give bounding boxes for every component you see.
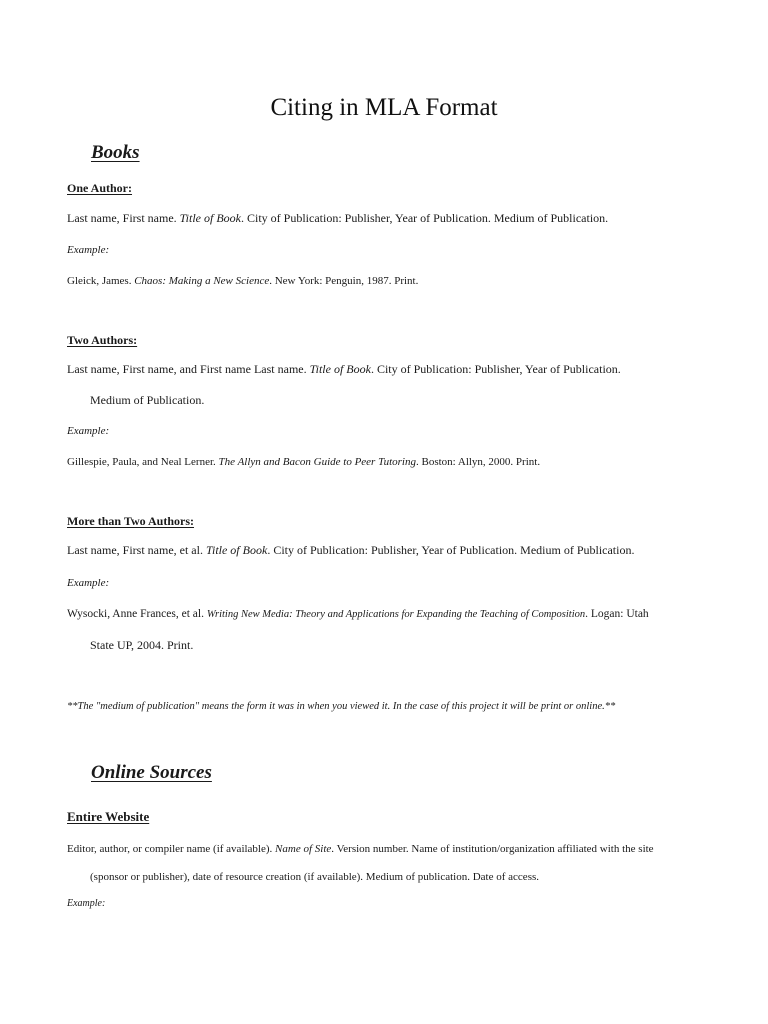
- two-authors-format: Last name, First name, and First name Last name. Title of Book. City of Publication: Publisher, Year of Publication.: [67, 362, 621, 376]
- more-authors-example-label: Example:: [67, 577, 110, 589]
- entire-website-heading: Entire Website: [67, 809, 150, 824]
- more-authors-heading: More than Two Authors:: [67, 514, 195, 528]
- entire-website-example-label: Example:: [67, 898, 106, 909]
- one-author-example: Gleick, James. Chaos: Making a New Science. New York: Penguin, 1987. Print.: [67, 275, 419, 287]
- more-authors-format: Last name, First name, et al. Title of Book. City of Publication: Publisher, Year of Publication. Medium of Publication.: [67, 543, 635, 557]
- one-author-heading: One Author:: [67, 181, 133, 195]
- entire-website-format-line2: (sponsor or publisher), date of resource creation (if available). Medium of publication. Date of access.: [90, 871, 540, 883]
- two-authors-heading: Two Authors:: [67, 333, 138, 347]
- two-authors-example-label: Example:: [67, 425, 110, 437]
- one-author-format: Last name, First name. Title of Book. City of Publication: Publisher, Year of Publication. Medium of Publication.: [67, 211, 609, 225]
- two-authors-format-line2: Medium of Publication.: [90, 393, 205, 407]
- two-authors-example: Gillespie, Paula, and Neal Lerner. The Allyn and Bacon Guide to Peer Tutoring. Boston: Allyn, 2000. Print.: [67, 456, 541, 468]
- medium-note: **The "medium of publication" means the form it was in when you viewed it. In the case of this project it will be print or online.**: [67, 701, 616, 712]
- books-heading: Books: [91, 142, 140, 163]
- more-authors-example: Wysocki, Anne Frances, et al. Writing New Media: Theory and Applications for Expanding the Teaching of Composition. Logan: Utah: [67, 608, 649, 620]
- page-title: Citing in MLA Format: [270, 94, 498, 121]
- more-authors-example-line2: State UP, 2004. Print.: [90, 638, 194, 652]
- one-author-example-label: Example:: [67, 244, 110, 256]
- entire-website-format: Editor, author, or compiler name (if available). Name of Site. Version number. Name of institution/organization affiliated with the site: [67, 843, 654, 855]
- online-sources-heading: Online Sources: [91, 762, 212, 783]
